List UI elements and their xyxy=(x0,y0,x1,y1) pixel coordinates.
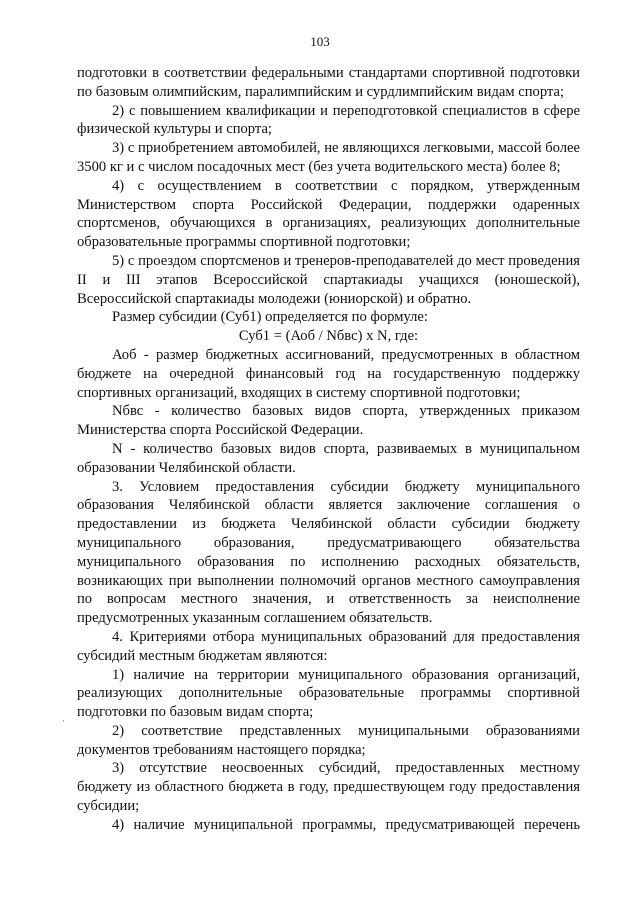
document-body xyxy=(77,64,580,835)
paragraph-definition-n: N - количество базовых видов спорта, развиваемых в муниципальном образовании Челябинской области. xyxy=(77,440,580,476)
paragraph-item-5: 5) с проездом спортсменов и тренеров-преподавателей до мест проведения II и III этапов Всероссийской спартакиады учащихся (юношеской), Всероссийской спартакиады молодежи (юниорской) и обратно. xyxy=(77,252,580,307)
paragraph-continuation: подготовки в соответствии федеральными стандартами спортивной подготовки по базовым олимпийским, паралимпийским и сурдлимпийским видам спорта; xyxy=(77,65,580,100)
paragraph-item-4: 4) с осуществлением в соответствии с порядком, утвержденным Министерством спорта Российской Федерации, поддержки одаренных спортсменов, обучающихся в организациях, реализующих дополнительные образовательные программы спортивной подготовки; xyxy=(77,177,580,251)
paragraph-criterion-1: 1) наличие на территории муниципального образования организаций, реализующих дополнительные образовательные программы спортивной подготовки по базовым видам спорта; xyxy=(77,666,580,721)
paragraph-criterion-4: 4) наличие муниципальной программы, предусматривающей перечень xyxy=(112,816,580,833)
paragraph-section-3: 3. Условием предоставления субсидии бюджету муниципального образования Челябинской области является заключение соглашения о предоставлении из бюджета Челябинской области субсидии бюджету муниципального образования, предусматривающего обязательства муниципального образования по исполнению расходных обязательств, возникающих при выполнении полномочий органов местного самоуправления по вопросам местного значения, и ответственность за неисполнение предусмотренных указанным соглашением обязательств. xyxy=(77,478,580,627)
paragraph-item-2: 2) с повышением квалификации и переподготовкой специалистов в сфере физической культуры и спорта; xyxy=(77,102,580,138)
margin-mark: · xyxy=(62,716,65,726)
paragraph-criterion-2: 2) соответствие представленных муниципальными образованиями документов требованиям настоящего порядка; xyxy=(77,722,580,758)
paragraph-section-4: 4. Критериями отбора муниципальных образований для предоставления субсидий местным бюджетам являются: xyxy=(77,628,580,664)
paragraph-item-3: 3) с приобретением автомобилей, не являющихся легковыми, массой более 3500 кг и с числом посадочных мест (без учета водительского места) более 8; xyxy=(77,140,580,175)
paragraph-definition-nbvs: Nбвс - количество базовых видов спорта, утвержденных приказом Министерства спорта Российской Федерации. xyxy=(77,403,580,439)
formula: Суб1 = (Аоб / Nбвс) x N, где: xyxy=(238,328,419,345)
paragraph-definition-aob: Аоб - размер бюджетных ассигнований, предусмотренных в областном бюджете на очередной финансовый год на государственную поддержку спортивных организаций, входящих в систему спортивной подготовки; xyxy=(77,346,580,401)
paragraph-criterion-3: 3) отсутствие неосвоенных субсидий, предоставленных местному бюджету из областного бюджета в году, предшествующем году предоставления субсидии; xyxy=(77,760,580,815)
paragraph-formula-intro: Размер субсидии (Суб1) определяется по формуле: xyxy=(112,309,428,326)
page-number: 103 xyxy=(310,34,330,49)
